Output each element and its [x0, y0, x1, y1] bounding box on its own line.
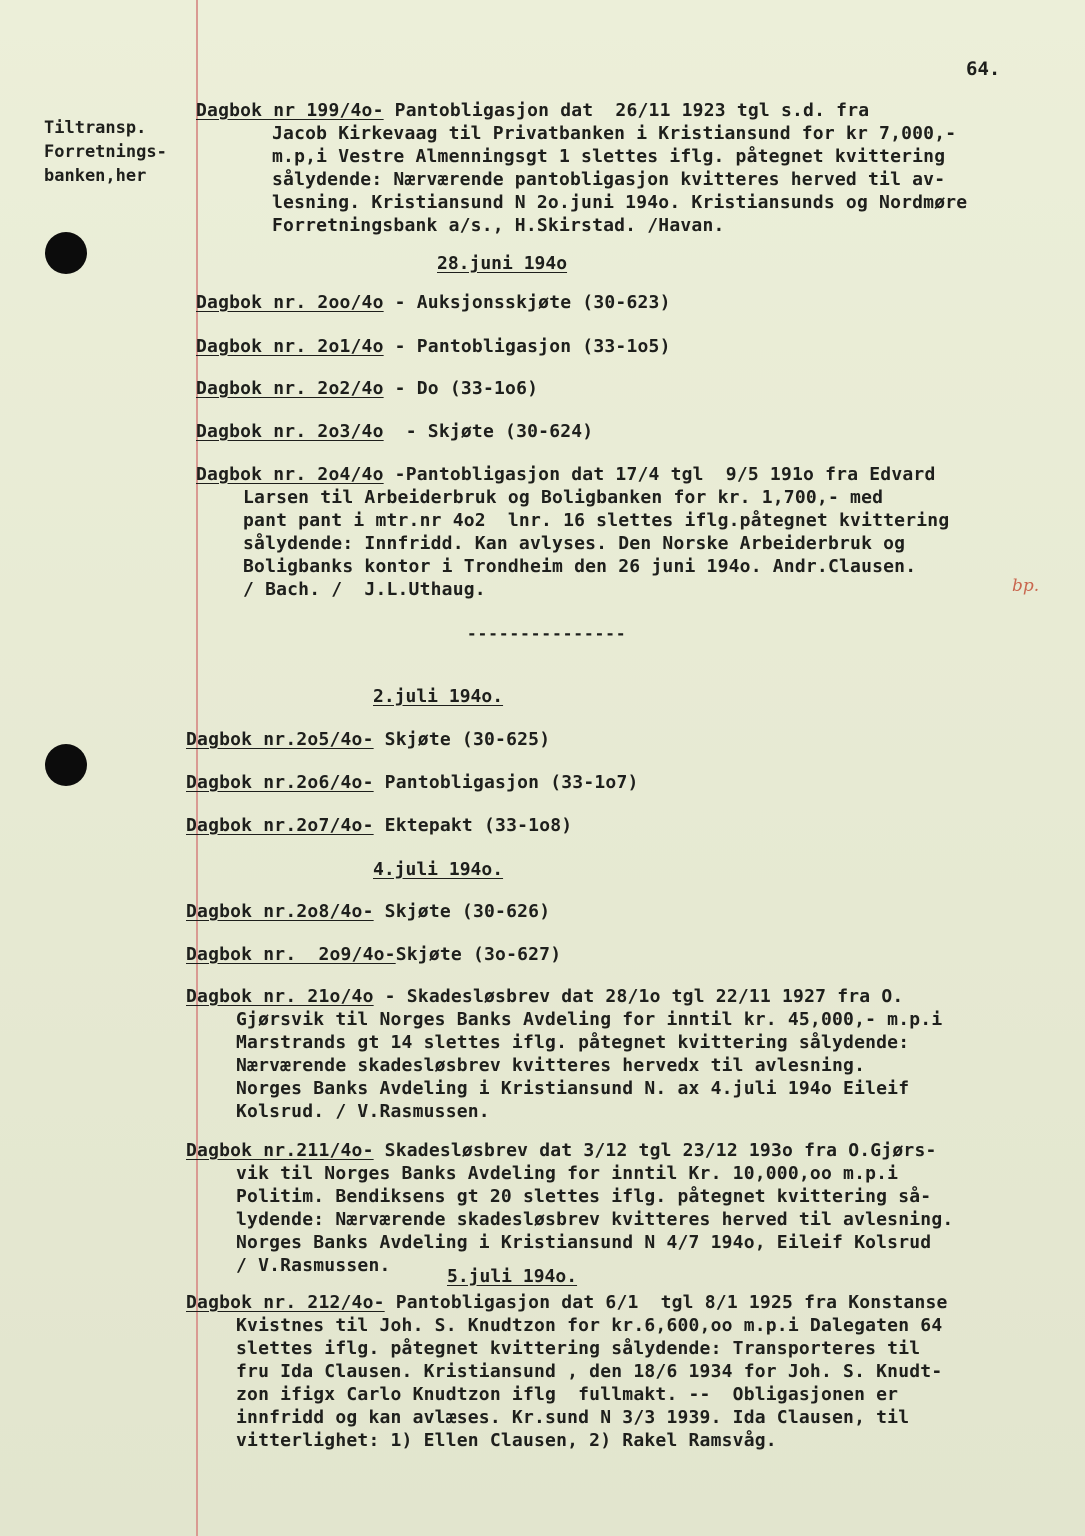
entry-211-line-5: Norges Banks Avdeling i Kristiansund N 4/7 194o, Eileif Kolsrud	[236, 1232, 932, 1253]
entry-212-line-7: vitterlighet: 1) Ellen Clausen, 2) Rakel Ramsvåg.	[236, 1430, 777, 1451]
entry-212-line-6: innfridd og kan avlæses. Kr.sund N 3/3 1939. Ida Clausen, til	[236, 1407, 910, 1428]
entry-206: Dagbok nr.2o6/4o- Pantobligasjon (33-1o7)	[186, 772, 639, 793]
entry-199-line-2: Jacob Kirkevaag til Privatbanken i Kristiansund for kr 7,000,-	[272, 123, 957, 144]
date-heading: 28.juni 194o	[437, 253, 568, 274]
entry-199-line-5: lesning. Kristiansund N 2o.juni 194o. Kristiansunds og Nordmøre	[272, 192, 968, 213]
entry-210-line-5: Norges Banks Avdeling i Kristiansund N. ax 4.juli 194o Eileif	[236, 1078, 910, 1099]
page-number: 64.	[966, 58, 1001, 80]
entry-199-line-1: Dagbok nr 199/4o- Pantobligasjon dat 26/11 1923 tgl s.d. fra	[196, 100, 870, 121]
entry-210-line-3: Marstrands gt 14 slettes iflg. påtegnet kvittering sålydende:	[236, 1032, 910, 1053]
separator-line: ---------------	[467, 624, 627, 643]
entry-204-line-5: Boligbanks kontor i Trondheim den 26 juni 194o. Andr.Clausen.	[243, 556, 917, 577]
entry-204-line-1: Dagbok nr. 2o4/4o -Pantobligasjon dat 17/4 tgl 9/5 191o fra Edvard	[196, 464, 936, 485]
entry-212-line-5: zon ifigx Carlo Knudtzon iflg fullmakt. -- Obligasjonen er	[236, 1384, 899, 1405]
entry-212-line-3: slettes iflg. påtegnet kvittering sålydende: Transporteres til	[236, 1338, 921, 1359]
entry-204-line-6: / Bach. / J.L.Uthaug.	[243, 579, 486, 600]
entry-210-line-1: Dagbok nr. 21o/4o - Skadesløsbrev dat 28/1o tgl 22/11 1927 fra O.	[186, 986, 904, 1007]
date-heading: 2.juli 194o.	[373, 686, 504, 707]
entry-210-line-4: Nærværende skadesløsbrev kvitteres hervedx til avlesning.	[236, 1055, 866, 1076]
entry-210-line-2: Gjørsvik til Norges Banks Avdeling for inntil kr. 45,000,- m.p.i	[236, 1009, 943, 1030]
entry-204-line-3: pant pant i mtr.nr 4o2 lnr. 16 slettes iflg.påtegnet kvittering	[243, 510, 950, 531]
entry-211-line-1: Dagbok nr.211/4o- Skadesløsbrev dat 3/12 tgl 23/12 193o fra O.Gjørs-	[186, 1140, 937, 1161]
entry-208: Dagbok nr.2o8/4o- Skjøte (30-626)	[186, 901, 551, 922]
entry-212-line-1: Dagbok nr. 212/4o- Pantobligasjon dat 6/1 tgl 8/1 1925 fra Konstanse	[186, 1292, 948, 1313]
entry-204-line-4: sålydende: Innfridd. Kan avlyses. Den Norske Arbeiderbruk og	[243, 533, 906, 554]
entry-199-line-3: m.p,i Vestre Almenningsgt 1 slettes iflg. påtegnet kvittering	[272, 146, 946, 167]
entry-212-line-4: fru Ida Clausen. Kristiansund , den 18/6 1934 for Joh. S. Knudt-	[236, 1361, 943, 1382]
margin-note: Tiltransp. Forretnings- banken,her	[44, 118, 167, 186]
date-heading: 4.juli 194o.	[373, 859, 504, 880]
entry-211-line-4: lydende: Nærværende skadesløsbrev kvitteres herved til avlesning.	[236, 1209, 954, 1230]
entry-205: Dagbok nr.2o5/4o- Skjøte (30-625)	[186, 729, 551, 750]
entry-207: Dagbok nr.2o7/4o- Ektepakt (33-1o8)	[186, 815, 573, 836]
entry-202: Dagbok nr. 2o2/4o - Do (33-1o6)	[196, 378, 539, 399]
entry-199-line-6: Forretningsbank a/s., H.Skirstad. /Havan.	[272, 215, 725, 236]
entry-209: Dagbok nr. 2o9/4o-Skjøte (3o-627)	[186, 944, 562, 965]
entry-210-line-6: Kolsrud. / V.Rasmussen.	[236, 1101, 490, 1122]
entry-label: Dagbok nr 199/4o-	[196, 100, 384, 121]
entry-204-line-2: Larsen til Arbeiderbruk og Boligbanken for kr. 1,700,- med	[243, 487, 884, 508]
binder-hole	[45, 744, 87, 786]
entry-203: Dagbok nr. 2o3/4o - Skjøte (30-624)	[196, 421, 594, 442]
entry-201: Dagbok nr. 2o1/4o - Pantobligasjon (33-1o5)	[196, 336, 671, 357]
binder-hole	[45, 232, 87, 274]
entry-199-line-4: sålydende: Nærværende pantobligasjon kvitteres herved til av-	[272, 169, 946, 190]
entry-211-line-6: / V.Rasmussen.	[236, 1255, 391, 1276]
handwritten-mark: bp.	[1012, 576, 1040, 596]
entry-211-line-2: vik til Norges Banks Avdeling for inntil Kr. 10,000,oo m.p.i	[236, 1163, 899, 1184]
entry-212-line-2: Kvistnes til Joh. S. Knudtzon for kr.6,600,oo m.p.i Dalegaten 64	[236, 1315, 943, 1336]
date-heading: 5.juli 194o.	[447, 1266, 578, 1287]
entry-211-line-3: Politim. Bendiksens gt 20 slettes iflg. påtegnet kvittering så-	[236, 1186, 932, 1207]
entry-200: Dagbok nr. 2oo/4o - Auksjonsskjøte (30-623)	[196, 292, 671, 313]
